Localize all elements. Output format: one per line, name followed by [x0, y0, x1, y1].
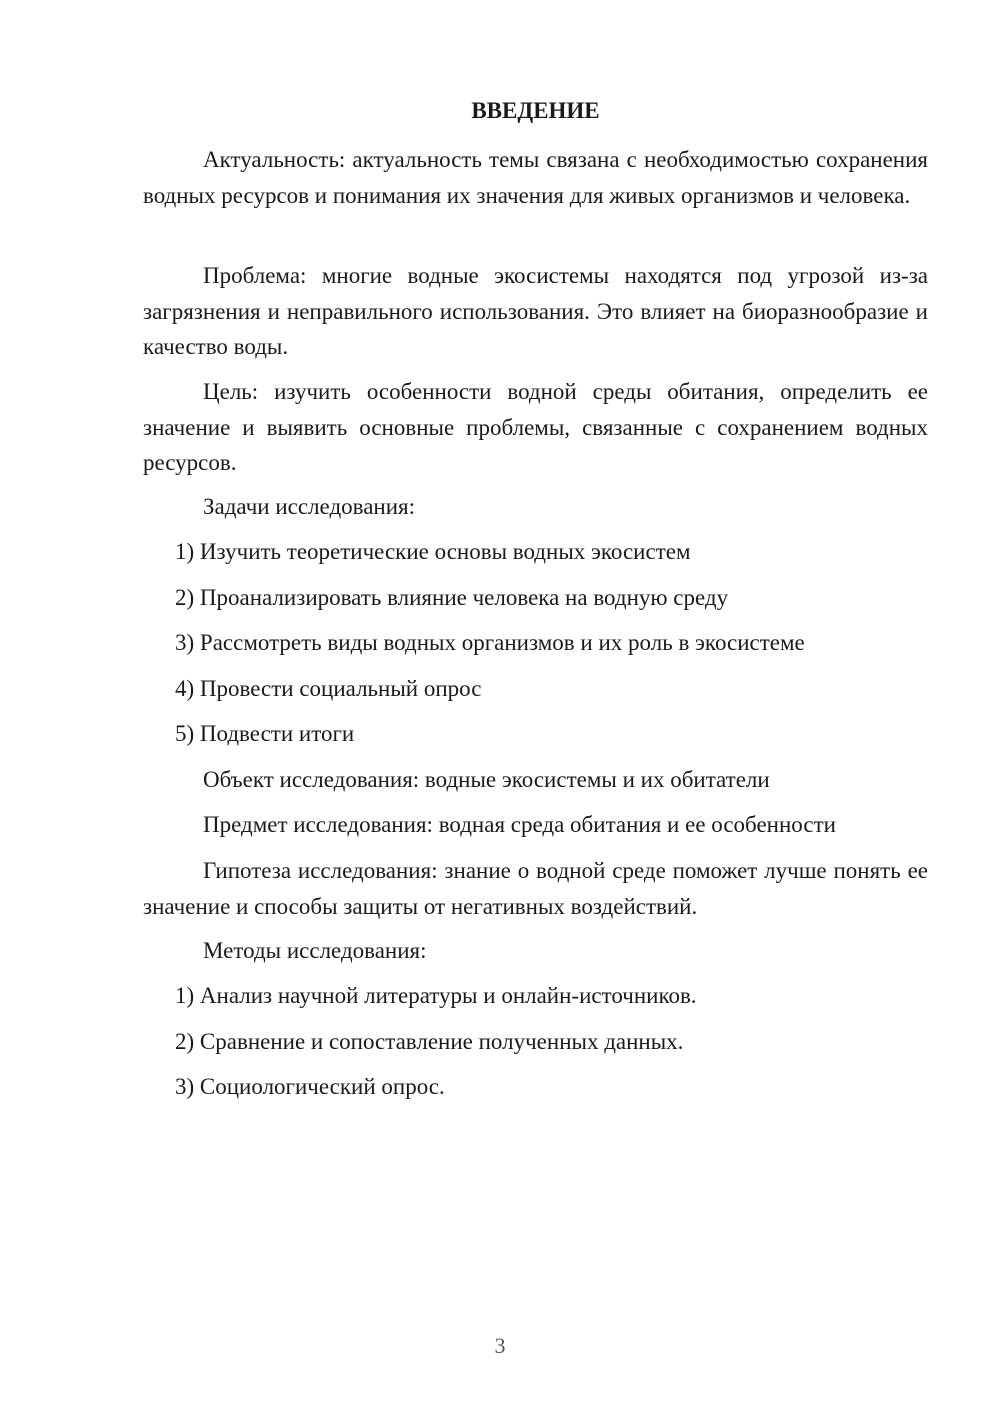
methods-heading: Методы исследования:	[203, 938, 427, 963]
tasks-heading: Задачи исследования:	[203, 494, 416, 519]
subject-line: Предмет исследования: водная среда обитания и ее особенности	[203, 812, 836, 837]
task-item: 1) Изучить теоретические основы водных экосистем	[175, 539, 691, 564]
object-line: Объект исследования: водные экосистемы и их обитатели	[203, 767, 770, 792]
task-item: 4) Провести социальный опрос	[175, 676, 482, 701]
task-item: 2) Проанализировать влияние человека на водную среду	[175, 585, 729, 610]
task-item: 3) Рассмотреть виды водных организмов и их роль в экосистеме	[175, 630, 805, 655]
method-item: 2) Сравнение и сопоставление полученных данных.	[175, 1029, 684, 1054]
task-item: 5) Подвести итоги	[175, 721, 355, 746]
hypothesis-paragraph: Гипотеза исследования: знание о водной среде поможет лучше понять ее значение и способы защиты от негативных воздействий.	[143, 858, 928, 919]
page-title: ВВЕДЕНИЕ	[471, 98, 600, 123]
method-item: 3) Социологический опрос.	[175, 1074, 445, 1099]
page-number: 3	[494, 1333, 506, 1358]
goal-paragraph: Цель: изучить особенности водной среды обитания, определить ее значение и выявить основные проблемы, связанные с сохранением водных ресурсов.	[143, 379, 928, 475]
problem-paragraph: Проблема: многие водные экосистемы находятся под угрозой из-за загрязнения и неправильного использования. Это влияет на биоразнообразие и качество воды.	[143, 263, 928, 359]
method-item: 1) Анализ научной литературы и онлайн-источников.	[175, 983, 697, 1008]
relevance-paragraph: Актуальность: актуальность темы связана с необходимостью сохранения водных ресурсов и понимания их значения для живых организмов и человека.	[143, 147, 928, 208]
